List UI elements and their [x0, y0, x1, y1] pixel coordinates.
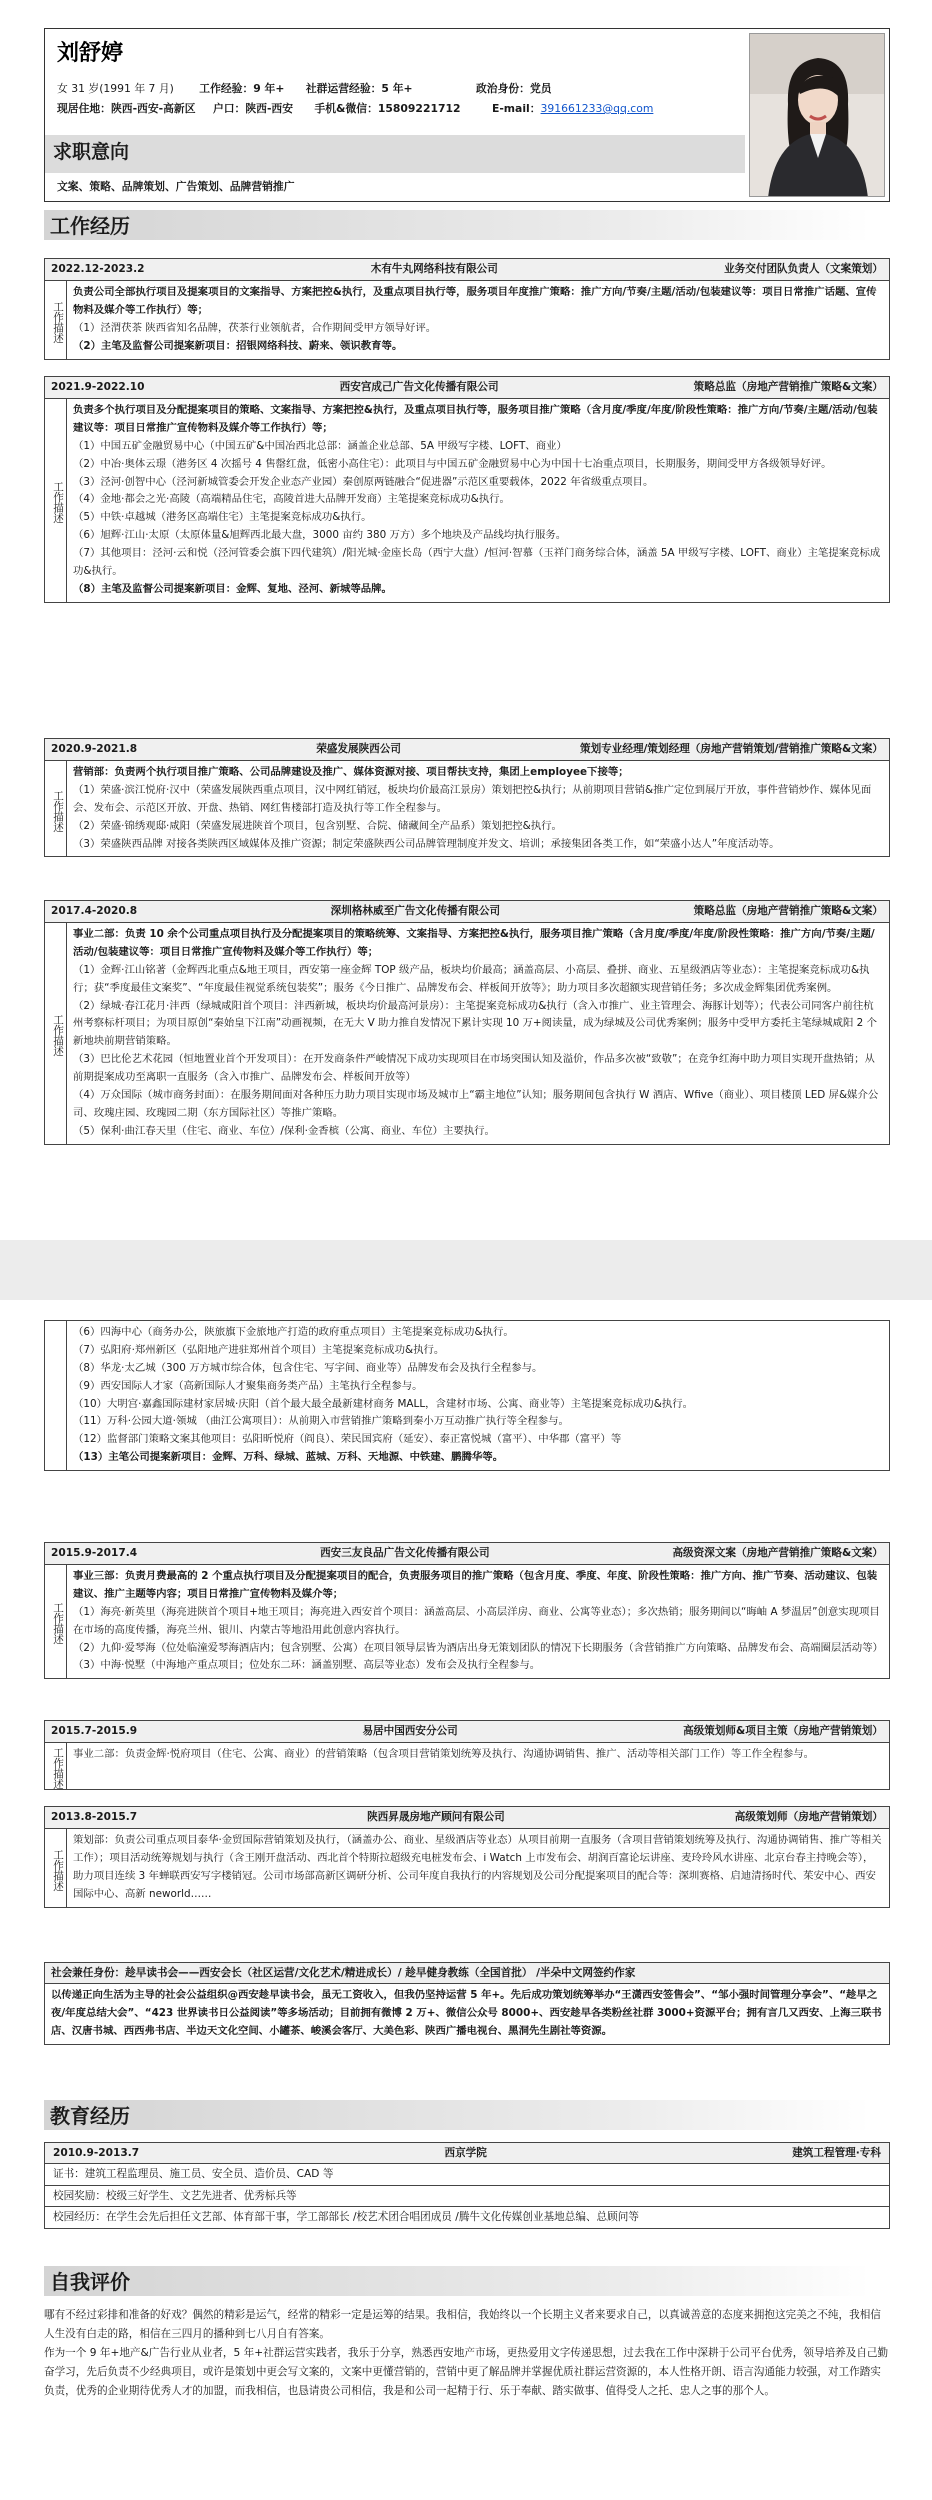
job-role: 高级策划师（房地产营销策划） [734, 1811, 883, 1824]
job-role: 业务交付团队负责人（文案策划） [724, 263, 883, 276]
job-description [67, 1829, 889, 1907]
job-item: （12）监督部门策略文案其他项目：弘阳昕悦府（阎良）、荣民国宾府（延安）、泰正富悦城（富平）、中华郡（富平）等 [73, 1433, 622, 1446]
job-entry [44, 376, 890, 603]
edu-section-title [44, 2100, 890, 2132]
social-role-box [44, 1962, 890, 2045]
job-header [45, 377, 889, 399]
job-entry-continued [44, 1320, 890, 1471]
desc-label: 工作描述 [45, 1743, 67, 1789]
job-summary: 事业二部：负责 10 余个公司重点项目执行及分配提案项目的策略统筹、文案指导、方案把控&执行，服务项目推广策略（含月度/季度/年度/阶段性策略：推广方向/节奏/主题/活动/包装建议等：项目日常推广宣传物料及媒介等工作执行）等； [73, 928, 875, 958]
job-entry [44, 1542, 890, 1679]
job-item: （1）荣盛·滨江悦府·汉中（荣盛发展陕西重点项目，汉中网红销冠，板块均价最高江景房）策划把控&执行；从前期项目营销&推广定位到展厅开放，事件营销炒作、媒体见面会、发布会、示范区开放、开盘、热销、网红售楼部打造及执行等工作全程参与。 [73, 783, 872, 814]
job-description [67, 761, 889, 856]
job-description [67, 1743, 889, 1789]
edu-row: 校园奖励：校级三好学生、文艺先进者、优秀标兵等 [45, 2186, 889, 2207]
self-section-title [44, 2266, 890, 2298]
job-item: （2）荣盛·锦绣观邸·咸阳（荣盛发展进陕首个项目，包含别墅、合院、储藏间全产品系）策划把控&执行。 [73, 819, 562, 832]
job-role: 高级资深文案（房地产营销推广策略&文案） [672, 1547, 883, 1560]
job-company: 深圳格林威至广告文化传播有限公司 [330, 905, 501, 918]
job-header [45, 1543, 889, 1565]
job-summary: 负责公司全部执行项目及提案项目的文案指导、方案把控&执行，及重点项目执行等，服务项目年度推广策略：推广方向/节奏/主题/活动/包装建议等：项目日常推广话题、宣传物料及媒介等工作执行）等； [73, 286, 877, 316]
portrait-image [750, 34, 885, 197]
desc-label-blank [45, 1321, 67, 1470]
job-description [67, 1321, 889, 1470]
job-summary: 事业三部：负责月费最高的 2 个重点执行项目及分配提案项目的配合，负责服务项目的推广策略（包含月度、季度、年度、阶段性策略：推广方向、推广节奏、活动建议、包装建议、推广主题等内容；项目日常推广宣传物料及媒介等； [73, 1570, 878, 1600]
job-item: （8）主笔及监督公司提案新项目：金辉、复地、泾河、新城等品牌。 [73, 582, 392, 595]
job-item: （10）大明宫·嘉鑫国际建材家居城·庆阳（首个最大最全最新建材商务 MALL，含建材市场、公寓、商业等）主笔提案竞标成功&执行。 [73, 1397, 693, 1410]
self-heading: 自我评价 [50, 2270, 130, 2294]
job-item: （3）荣盛陕西品牌 对接各类陕西区域媒体及推广资源；制定荣盛陕西公司品牌管理制度并发文、培训；承接集团各类工作，如“荣盛小达人”年度活动等。 [73, 837, 780, 850]
job-date: 2015.7-2015.9 [51, 1725, 138, 1738]
job-item: （13）主笔公司提案新项目：金辉、万科、绿城、蓝城、万科、天地源、中铁建、鹏腾华等。 [73, 1451, 504, 1464]
job-item: （7）弘阳府·郑州新区（弘阳地产进驻郑州首个项目）主笔提案竞标成功&执行。 [73, 1343, 445, 1356]
job-company: 易居中国西安分公司 [362, 1725, 458, 1738]
desc-label: 工作描述 [45, 281, 67, 359]
job-entry [44, 900, 890, 1145]
edu-major: 建筑工程管理·专科 [792, 2147, 881, 2159]
edu-table [44, 2142, 890, 2229]
job-date: 2021.9-2022.10 [51, 381, 145, 394]
job-company: 陕西昇晟房地产顾问有限公司 [367, 1811, 505, 1824]
job-item: （1）海亮·新英里（海亮进陕首个项目+地王项目；海亮进入西安首个项目：涵盖高层、小高层洋房、商业、公寓等业态）；多次热销；服务期间以“晦岫 A 梦温居”创意实现项目在市场的高度传播，海亮兰州、银川、内蒙古等地沿用此创意内容执行。 [73, 1605, 880, 1636]
job-header [45, 739, 889, 761]
desc-label: 工作描述 [45, 399, 67, 602]
job-item: （5）中铁·卓越城（港务区高端住宅）主笔提案竞标成功&执行。 [73, 511, 372, 524]
profile-photo [749, 33, 885, 197]
job-item: （4）金地·都会之光·高陵（高端精品住宅，高陵首进大品牌开发商）主笔提案竞标成功&执行。 [73, 493, 510, 506]
job-item: （2）绿城·春江花月·沣西（绿城咸阳首个项目：沣西新城，板块均价最高河景房）：主笔提案竞标成功&执行（含入市推广、业主管理会、海豚计划等）；代表公司同客户前往杭州考察标杆项目；为项目原创“秦始皇下江南”动画视频，在无大 V 助力推自发情况下累计实现 10 万+阅读量，成为绿城及公司优秀案例；服务中受甲方委托主笔绿城咸阳 2 个新地块前期营销策略。 [73, 999, 877, 1048]
header-box [44, 28, 890, 202]
job-header [45, 1721, 889, 1743]
job-item: （3）泾河·创智中心（泾河新城管委会开发企业态产业园）秦创原两链融合“促进器”示范区重要载体，2022 年省级重点项目。 [73, 475, 654, 488]
resume-page-1 [0, 0, 932, 1240]
desc-label: 工作描述 [45, 761, 67, 856]
residence: 现居住地：陕西-西安-高新区 [57, 102, 196, 115]
job-summary: 事业二部：负责金辉·悦府项目（住宅、公寓、商业）的营销策略（包含项目营销策划统筹及执行、沟通协调销售、推广、活动等相关部门工作）等工作全程参与。 [73, 1748, 815, 1760]
work-years: 工作经验：9 年+ [199, 82, 285, 95]
edu-header-row [45, 2143, 889, 2164]
edu-date: 2010.9-2013.7 [53, 2147, 140, 2159]
job-date: 2015.9-2017.4 [51, 1547, 138, 1560]
job-item: （6）旭辉·江山·太原（太原体量&旭辉西北最大盘，3000 亩约 380 万方）多个地块及产品线均执行服务。 [73, 529, 567, 542]
edu-heading: 教育经历 [50, 2104, 130, 2128]
job-date: 2020.9-2021.8 [51, 743, 138, 756]
job-company: 西安三友良品广告文化传播有限公司 [320, 1547, 490, 1560]
job-description [67, 1565, 889, 1678]
job-item: （3）巴比伦艺术花园（恒地置业首个开发项目）：在开发商条件严峻情况下成功实现项目在市场突围认知及溢价，作品多次被“致敬”；在竞争红海中助力项目实现开盘热销；从前期提案成功至离职一直服务（含入市推广、品牌发布会、样板间开放等） [73, 1053, 875, 1084]
self-paragraph: 哪有不经过彩排和准备的好戏？偶然的精彩是运气，经常的精彩一定是运筹的结果。我相信，我始终以一个长期主义者来要求自己，以真诚善意的态度来拥抱这完美之不纯，我相信人生没有白走的路，相信在三四月的播种到七八月自有答案。 [44, 2309, 881, 2341]
job-item: （5）保利·曲江春天里（住宅、商业、车位）/保利·金香槟（公寓、商业、车位）主要执行。 [73, 1124, 495, 1137]
job-item: （2）中冶·奥体云璟（港务区 4 次摇号 4 售罄红盘，低密小高住宅）：此项目与中国五矿金融贸易中心为中国十七冶重点项目，长期服务，期间受甲方各级领导好评。 [73, 457, 832, 470]
job-header [45, 1807, 889, 1829]
job-item: （1）金辉·江山铭著（金辉西北重点&地王项目，西安第一座金辉 TOP 级产品，板块均价最高；涵盖高层、小高层、叠拼、商业、五星级酒店等业态）：主笔提案竞标成功&执行；获“季度最佳文案奖”、“年度最佳视觉系统包装奖”；服务《今日推广、品牌发布会、样板间开放等》；助力项目多次超额实现营销任务；多次成金辉集团优秀案例。 [73, 963, 870, 994]
page-gap [0, 1240, 932, 1300]
job-date: 2022.12-2023.2 [51, 263, 145, 276]
phone: 手机&微信：15809221712 [314, 102, 461, 115]
edu-school: 西京学院 [444, 2147, 487, 2159]
job-description [67, 923, 889, 1144]
hukou: 户口：陕西-西安 [212, 102, 294, 115]
self-paragraph: 作为一个 9 年+地产&广告行业从业者，5 年+社群运营实践者，我乐于分享，熟悉西安地产市场，更热爱用文字传递思想，过去我在工作中深耕于公司平台优秀，领导培养及自己勤奋学习，先后负责不少经典项目，或许是策划中更会写文案的，文案中更懂营销的，营销中更了解品牌并掌握优质社群运营资源的，本人性格开朗、语言沟通能力较强，对工作踏实负责，优秀的企业期待优秀人才的加盟，而我相信，也恳请贵公司相信，我是和公司一起精于行、乐于奉献、踏实做事、值得受人之托、忠人之事的那个人。 [44, 2347, 889, 2398]
job-entry [44, 738, 890, 857]
job-summary: 营销部：负责两个执行项目推广策略、公司品牌建设及推广、媒体资源对接、项目帮扶支持，集团上employee下接等； [73, 766, 629, 778]
job-role: 策略总监（房地产营销推广策略&文案） [693, 381, 883, 394]
job-entry [44, 258, 890, 360]
job-role: 高级策划师&项目主策（房地产营销策划） [683, 1725, 883, 1738]
job-company: 西安宫成己广告文化传播有限公司 [339, 381, 499, 394]
job-entry [44, 1720, 890, 1790]
politics: 政治身份：党员 [475, 82, 552, 95]
job-item: （4）万众国际（城市商务封面）：在服务期间面对各种压力助力项目实现市场及城市上“霸主地位”认知；服务期间包含执行 W 酒店、Wfive（商业）、项目楼顶 LED 屏&媒介公司、玫瑰庄园、玫瑰园二期（东方国际社区）等推广策略。 [73, 1089, 879, 1119]
header-row-2 [57, 101, 653, 118]
self-evaluation [44, 2306, 890, 2401]
job-item: （11）万科·公园大道·领城 （曲江公寓项目）：从前期入市营销推广策略到秦小万互动推广执行等全程参与。 [73, 1415, 569, 1428]
community-years: 社群运营经验：5 年+ [305, 82, 413, 95]
job-company: 木有牛丸网络科技有限公司 [370, 263, 498, 276]
email-link[interactable]: 391661233@qq.com [540, 102, 654, 115]
intent-text: 文案、策略、品牌策划、广告策划、品牌营销推广 [57, 180, 295, 193]
job-item: （7）其他项目：泾河·云和悦（泾河管委会旗下四代建筑）/阳光城·金座长岛（西宁大盘）/恒河·智慕（玉祥门商务综合体，涵盖 5A 甲级写字楼、LOFT、商业）主笔提案竞标成功&执行。 [73, 547, 881, 578]
job-company: 荣盛发展陕西公司 [316, 743, 401, 756]
job-item: （8）华龙·太乙城（300 万方城市综合体，包含住宅、写字间、商业等）品牌发布会及执行全程参与。 [73, 1361, 543, 1374]
basic-info: 女 31 岁(1991 年 7 月) [57, 82, 174, 95]
edu-row: 证书：建筑工程监理员、施工员、安全员、造价员、CAD 等 [45, 2164, 889, 2185]
job-summary: 策划部：负责公司重点项目泰华·金贸国际营销策划及执行，（涵盖办公、商业、星级酒店等业态）从项目前期一直服务（含项目营销策划统筹及执行、沟通协调销售、推广等相关工作）；项目活动统筹规划与执行（含王刚开盘活动、西北首个特斯拉超级充电桩发布会、i Watch 上市发布会、胡润百富论坛讲座、麦玲玲风水讲座、北京台春主持晚会等），助力项目连续 3 年蝉联西安写字楼销冠。公司市场部高新区调研分析、公司年度自我执行的内容规划及公司分配提案项目的配合等：深圳赛格、启迪清扬时代、茱安中心、西安国际中心、高新 neworld…… [73, 1834, 882, 1900]
job-summary: 负责多个执行项目及分配提案项目的策略、文案指导、方案把控&执行，及重点项目执行等，服务项目推广策略（含月度/季度/年度/阶段性策略：推广方向/节奏/主题/活动/包装建议等：项目日常推广宣传物料及媒介等工作执行）等； [73, 404, 878, 434]
social-role-text: 以传递正向生活为主导的社会公益组织@西安趁早读书会，虽无工资收入，但我仍坚持运营 5 年+。先后成功策划统筹举办“王潇西安签售会”、“邹小强时间管理分享会”、“趁早之夜/年度总结大会”、“423 世界读书日公益阅读”等多场活动；目前拥有微博 2 万+、微信公众号 8000+、西安趁早各类粉丝社群 3000+资源平台；拥有言几又西安、上海三联书店、汉唐书城、西西弗书店、半边天文化空间、小罐茶、峻溪会客厅、大美色彩、陕西广播电视台、黑洞先生剧社等资源。 [51, 1989, 882, 2038]
header-row-1 [57, 81, 552, 98]
work-section-title [44, 210, 890, 242]
job-header [45, 901, 889, 923]
candidate-name: 刘舒婷 [57, 41, 124, 66]
intent-band [45, 135, 745, 173]
job-item: （2）九仰·爱琴海（位处临潼爱琴海酒店内；包含别墅、公寓）在项目领导层皆为酒店出身无策划团队的情况下长期服务（含营销推广方向策略、品牌发布会、高端圈层活动等） [73, 1641, 883, 1654]
job-role: 策划专业经理/策划经理（房地产营销策划/营销推广策略&文案） [579, 743, 883, 756]
job-item: （1）中国五矿金融贸易中心（中国五矿&中国冶西北总部：涵盖企业总部、5A 甲级写字楼、LOFT、商业） [73, 439, 567, 452]
social-role-title: 社会兼任身份：趁早读书会——西安会长（社区运营/文化艺术/精进成长）/ 趁早健身教练（全国首批） /半朵中文网签约作家 [45, 1963, 889, 1984]
job-header [45, 259, 889, 281]
desc-label: 工作描述 [45, 923, 67, 1144]
email-label: E-mail： [491, 102, 541, 115]
job-date: 2017.4-2020.8 [51, 905, 138, 918]
job-item: （9）西安国际人才家（高新国际人才聚集商务类产品）主笔执行全程参与。 [73, 1379, 423, 1392]
edu-row: 校园经历：在学生会先后担任文艺部、体育部干事，学工部部长 /校艺术团合唱团成员 /腾牛文化传媒创业基地总编、总顾问等 [53, 2211, 639, 2224]
job-description [67, 281, 889, 359]
job-role: 策略总监（房地产营销推广策略&文案） [693, 905, 883, 918]
job-entry [44, 1806, 890, 1908]
desc-label: 工作描述 [45, 1829, 67, 1907]
work-heading: 工作经历 [50, 214, 130, 238]
job-item: （3）中海·悦墅（中海地产重点项目；位处东二环：涵盖别墅、高层等业态）发布会及执行全程参与。 [73, 1659, 541, 1672]
intent-title: 求职意向 [53, 141, 130, 163]
desc-label: 工作描述 [45, 1565, 67, 1678]
job-item: （1）泾渭茯茶 陕西省知名品牌，茯茶行业领航者，合作期间受甲方领导好评。 [73, 321, 437, 334]
job-item: （6）四海中心（商务办公，陕旅旗下金旅地产打造的政府重点项目）主笔提案竞标成功&执行。 [73, 1326, 514, 1338]
job-date: 2013.8-2015.7 [51, 1811, 138, 1824]
resume-page-2 [0, 1300, 932, 2500]
job-item: （2）主笔及监督公司提案新项目：招银网络科技、蔚来、领识教育等。 [73, 339, 403, 352]
job-description [67, 399, 889, 602]
